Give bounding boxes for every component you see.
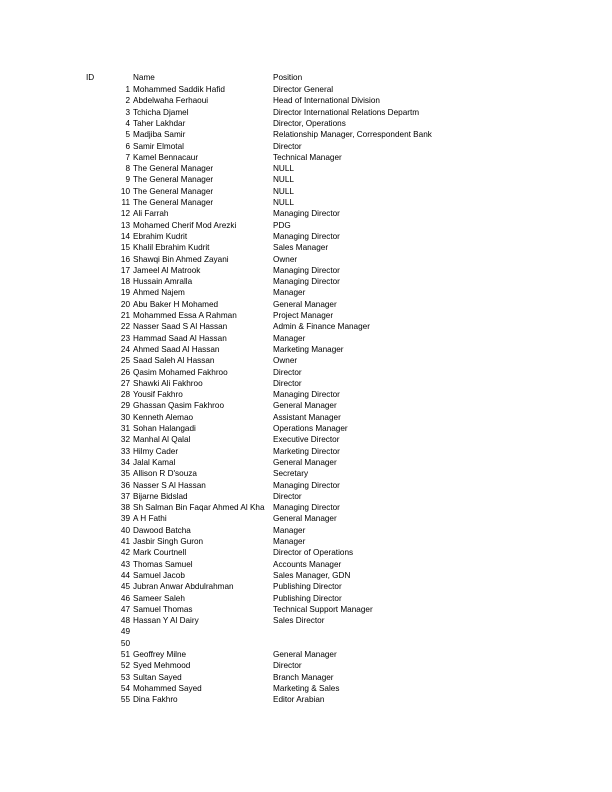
row-name: The General Manager <box>133 164 214 174</box>
row-name: Manhal Al Qalal <box>133 435 191 445</box>
row-id: 2 <box>125 96 130 106</box>
row-name: Kenneth Alemao <box>133 412 194 422</box>
row-name: Ahmed Saad Al Hassan <box>133 344 220 354</box>
row-position: NULL <box>273 164 294 174</box>
table-row <box>0 299 612 310</box>
row-id: 15 <box>120 243 130 253</box>
row-name: Ali Farrah <box>133 209 169 219</box>
row-id: 46 <box>120 593 130 603</box>
row-name: Hassan Y Al Dairy <box>133 616 199 626</box>
row-name: Hilmy Cader <box>133 446 179 456</box>
row-name: Yousif Fakhro <box>133 390 183 400</box>
row-id: 39 <box>120 514 130 524</box>
row-position: Branch Manager <box>273 672 334 682</box>
row-id: 7 <box>125 152 130 162</box>
table-row <box>0 502 612 513</box>
row-id: 5 <box>125 130 130 140</box>
table-row <box>0 84 612 95</box>
row-name: Sh Salman Bin Faqar Ahmed Al Kha <box>133 503 265 513</box>
row-position: Director <box>273 141 302 151</box>
row-position: Head of International Division <box>273 96 380 106</box>
row-name: Mark Courtnell <box>133 548 187 558</box>
row-position: Managing Director <box>273 480 340 490</box>
table-row <box>0 683 612 694</box>
table-row <box>0 434 612 445</box>
row-name: Bijarne Bidslad <box>133 491 188 501</box>
row-name: Mohammed Essa A Rahman <box>133 311 237 320</box>
row-position: Technical Support Manager <box>273 604 373 614</box>
header-name: Name <box>133 73 155 82</box>
row-name: Tchicha Djamel <box>133 107 189 117</box>
table-row <box>0 333 612 344</box>
table-row <box>0 604 612 615</box>
row-id: 14 <box>120 231 130 241</box>
row-name: Jasbir Singh Guron <box>133 537 204 546</box>
row-name: Sultan Sayed <box>133 672 182 682</box>
row-name: Qasim Mohamed Fakhroo <box>133 367 228 377</box>
row-id: 54 <box>120 683 130 693</box>
table-row <box>0 186 612 197</box>
row-position: Editor Arabian <box>273 695 325 705</box>
table-row <box>0 287 612 298</box>
row-position: Director <box>273 378 302 388</box>
table-row <box>0 389 612 400</box>
row-name: Allison R D'souza <box>133 469 197 479</box>
row-name: Taher Lakhdar <box>133 118 186 128</box>
row-name: The General Manager <box>133 175 214 185</box>
table-row <box>0 660 612 671</box>
table-row <box>0 378 612 389</box>
row-position: Managing Director <box>273 390 340 400</box>
row-position: Managing Director <box>273 277 340 287</box>
row-id: 38 <box>120 503 130 513</box>
row-id: 18 <box>120 277 130 287</box>
row-position: PDG <box>273 220 291 230</box>
row-name: Mohamed Cherif Mod Arezki <box>133 220 237 230</box>
table-row <box>0 129 612 140</box>
table-row <box>0 559 612 570</box>
row-name: Kamel Bennacaur <box>133 152 199 162</box>
row-id: 48 <box>120 616 130 626</box>
row-position: Director, Operations <box>273 118 346 128</box>
row-name: Nasser Saad S Al Hassan <box>133 322 228 332</box>
row-name: Sameer Saleh <box>133 593 185 603</box>
header-row <box>0 72 612 83</box>
table-row <box>0 118 612 129</box>
row-name: Hammad Saad Al Hassan <box>133 333 227 343</box>
table-row <box>0 581 612 592</box>
row-name: Thomas Samuel <box>133 559 193 569</box>
row-id: 19 <box>120 288 130 298</box>
row-position: Manager <box>273 537 306 546</box>
row-id: 20 <box>120 299 130 309</box>
row-name: Dina Fakhro <box>133 695 178 705</box>
row-name: The General Manager <box>133 198 214 207</box>
row-id: 17 <box>120 265 130 275</box>
table-row <box>0 615 612 626</box>
row-name: The General Manager <box>133 186 214 196</box>
table-row <box>0 220 612 231</box>
table-row <box>0 672 612 683</box>
row-id: 25 <box>120 356 130 366</box>
table-row <box>0 468 612 479</box>
row-name: Samuel Thomas <box>133 604 193 614</box>
table-row <box>0 276 612 287</box>
row-id: 16 <box>120 254 130 264</box>
row-name: Abdelwaha Ferhaoui <box>133 96 209 106</box>
row-position: Manager <box>273 525 306 535</box>
row-position: Owner <box>273 254 298 264</box>
row-position: Director of Operations <box>273 548 354 558</box>
header-position: Position <box>273 73 303 82</box>
row-position: Marketing Director <box>273 446 340 456</box>
row-position: Director <box>273 367 302 377</box>
row-id: 43 <box>120 559 130 569</box>
row-name: Dawood Batcha <box>133 525 191 535</box>
row-position: NULL <box>273 175 294 185</box>
row-position: NULL <box>273 198 294 207</box>
row-position: Sales Manager <box>273 243 329 253</box>
table-row <box>0 367 612 378</box>
table-row <box>0 513 612 524</box>
row-id: 35 <box>120 469 130 479</box>
row-name: Nasser S Al Hassan <box>133 480 206 490</box>
row-name: Samuel Jacob <box>133 570 185 580</box>
row-position: Accounts Manager <box>273 559 342 569</box>
row-position: Director International Relations Departm <box>273 107 420 117</box>
row-name: Samir Elmotal <box>133 141 184 151</box>
row-position: Technical Manager <box>273 152 342 162</box>
table-row <box>0 547 612 558</box>
row-id: 11 <box>121 198 130 207</box>
row-position: Director <box>273 491 302 501</box>
row-position: Manager <box>273 288 306 298</box>
table-row <box>0 694 612 705</box>
table-row <box>0 321 612 332</box>
row-id: 27 <box>120 378 130 388</box>
row-name: Shawqi Bin Ahmed Zayani <box>133 254 229 264</box>
table-row <box>0 400 612 411</box>
row-id: 9 <box>125 175 130 185</box>
table-row <box>0 638 612 649</box>
row-position: Marketing & Sales <box>273 683 340 693</box>
table-row <box>0 491 612 502</box>
row-id: 30 <box>120 412 130 422</box>
table-row <box>0 265 612 276</box>
row-id: 4 <box>125 118 130 128</box>
row-position: Assistant Manager <box>273 412 341 422</box>
table-row <box>0 457 612 468</box>
table-row <box>0 208 612 219</box>
row-id: 47 <box>120 604 130 614</box>
row-id: 28 <box>120 390 130 400</box>
row-position: Manager <box>273 333 306 343</box>
table-row <box>0 626 612 637</box>
row-id: 31 <box>120 424 130 433</box>
table-row <box>0 344 612 355</box>
row-id: 53 <box>120 672 130 682</box>
row-id: 45 <box>120 582 130 592</box>
row-position: General Manager <box>273 457 337 467</box>
row-id: 6 <box>125 141 130 151</box>
table-row <box>0 197 612 208</box>
row-position: Relationship Manager, Correspondent Bank <box>273 130 432 140</box>
table-row <box>0 593 612 604</box>
row-position: General Manager <box>273 299 337 309</box>
row-position: Executive Director <box>273 435 340 445</box>
row-name: Jameel Al Matrook <box>133 265 201 275</box>
row-position: Owner <box>273 356 298 366</box>
row-id: 41 <box>120 537 130 546</box>
row-name: Geoffrey Milne <box>133 650 187 659</box>
row-id: 49 <box>120 627 130 637</box>
row-position: Managing Director <box>273 503 340 513</box>
row-name: Ghassan Qasim Fakhroo <box>133 401 225 411</box>
row-id: 32 <box>120 435 130 445</box>
row-name: Sohan Halangadi <box>133 424 196 433</box>
table-row <box>0 152 612 163</box>
row-position: General Manager <box>273 401 337 411</box>
row-name: Jubran Anwar Abdulrahman <box>133 582 234 592</box>
table-row <box>0 649 612 660</box>
row-position: Sales Director <box>273 616 325 626</box>
table-row <box>0 423 612 434</box>
row-id: 22 <box>120 322 130 332</box>
row-id: 21 <box>120 311 130 320</box>
row-name: Ahmed Najem <box>133 288 185 298</box>
table-row <box>0 95 612 106</box>
row-id: 52 <box>120 661 130 671</box>
row-id: 33 <box>120 446 130 456</box>
row-position: General Manager <box>273 650 337 659</box>
row-id: 8 <box>125 164 130 174</box>
row-position: Project Manager <box>273 311 334 320</box>
row-id: 23 <box>120 333 130 343</box>
row-id: 55 <box>120 695 130 705</box>
row-name: Ebrahim Kudrit <box>133 231 188 241</box>
row-id: 42 <box>120 548 130 558</box>
table-row <box>0 254 612 265</box>
row-name: Mohammed Sayed <box>133 683 202 693</box>
row-id: 3 <box>125 107 130 117</box>
row-id: 12 <box>120 209 130 219</box>
row-name: Shawki Ali Fakhroo <box>133 378 203 388</box>
row-name: Hussain Amralla <box>133 277 193 287</box>
row-id: 40 <box>120 525 130 535</box>
row-position: Sales Manager, GDN <box>273 570 351 580</box>
row-id: 24 <box>120 344 130 354</box>
row-id: 1 <box>125 85 130 94</box>
row-name: Saad Saleh Al Hassan <box>133 356 215 366</box>
table-row <box>0 310 612 321</box>
table-row <box>0 536 612 547</box>
table-row <box>0 525 612 536</box>
row-position: Managing Director <box>273 231 340 241</box>
table-row <box>0 107 612 118</box>
row-id: 26 <box>120 367 130 377</box>
table-row <box>0 480 612 491</box>
row-name: A H Fathi <box>133 514 167 524</box>
row-position: Marketing Manager <box>273 344 344 354</box>
row-position: NULL <box>273 186 294 196</box>
row-id: 37 <box>120 491 130 501</box>
row-name: Khalil Ebrahim Kudrit <box>133 243 210 253</box>
table-row <box>0 141 612 152</box>
table-row <box>0 242 612 253</box>
table-row <box>0 231 612 242</box>
row-name: Abu Baker H Mohamed <box>133 299 219 309</box>
row-id: 44 <box>120 570 130 580</box>
row-id: 36 <box>120 480 130 490</box>
row-position: Operations Manager <box>273 424 348 433</box>
row-name: Mohammed Saddik Hafid <box>133 85 225 94</box>
row-position: Admin & Finance Manager <box>273 322 370 332</box>
row-position: Managing Director <box>273 265 340 275</box>
row-position: Publishing Director <box>273 582 342 592</box>
table-row <box>0 355 612 366</box>
row-position: Managing Director <box>273 209 340 219</box>
row-id: 51 <box>120 650 130 659</box>
row-position: General Manager <box>273 514 337 524</box>
row-position: Publishing Director <box>273 593 342 603</box>
row-name: Syed Mehmood <box>133 661 191 671</box>
row-id: 34 <box>120 457 130 467</box>
row-position: Director <box>273 661 302 671</box>
row-id: 13 <box>120 220 130 230</box>
table-row <box>0 174 612 185</box>
table-row <box>0 446 612 457</box>
header-id: ID <box>86 73 95 82</box>
row-position: Secretary <box>273 469 309 479</box>
row-position: Director General <box>273 85 334 94</box>
row-name: Jalal Kamal <box>133 457 176 467</box>
row-id: 50 <box>120 638 130 648</box>
table-row <box>0 163 612 174</box>
row-id: 29 <box>120 401 130 411</box>
row-id: 10 <box>120 186 130 196</box>
table-row <box>0 570 612 581</box>
table-row <box>0 412 612 423</box>
row-name: Madjiba Samir <box>133 130 186 140</box>
